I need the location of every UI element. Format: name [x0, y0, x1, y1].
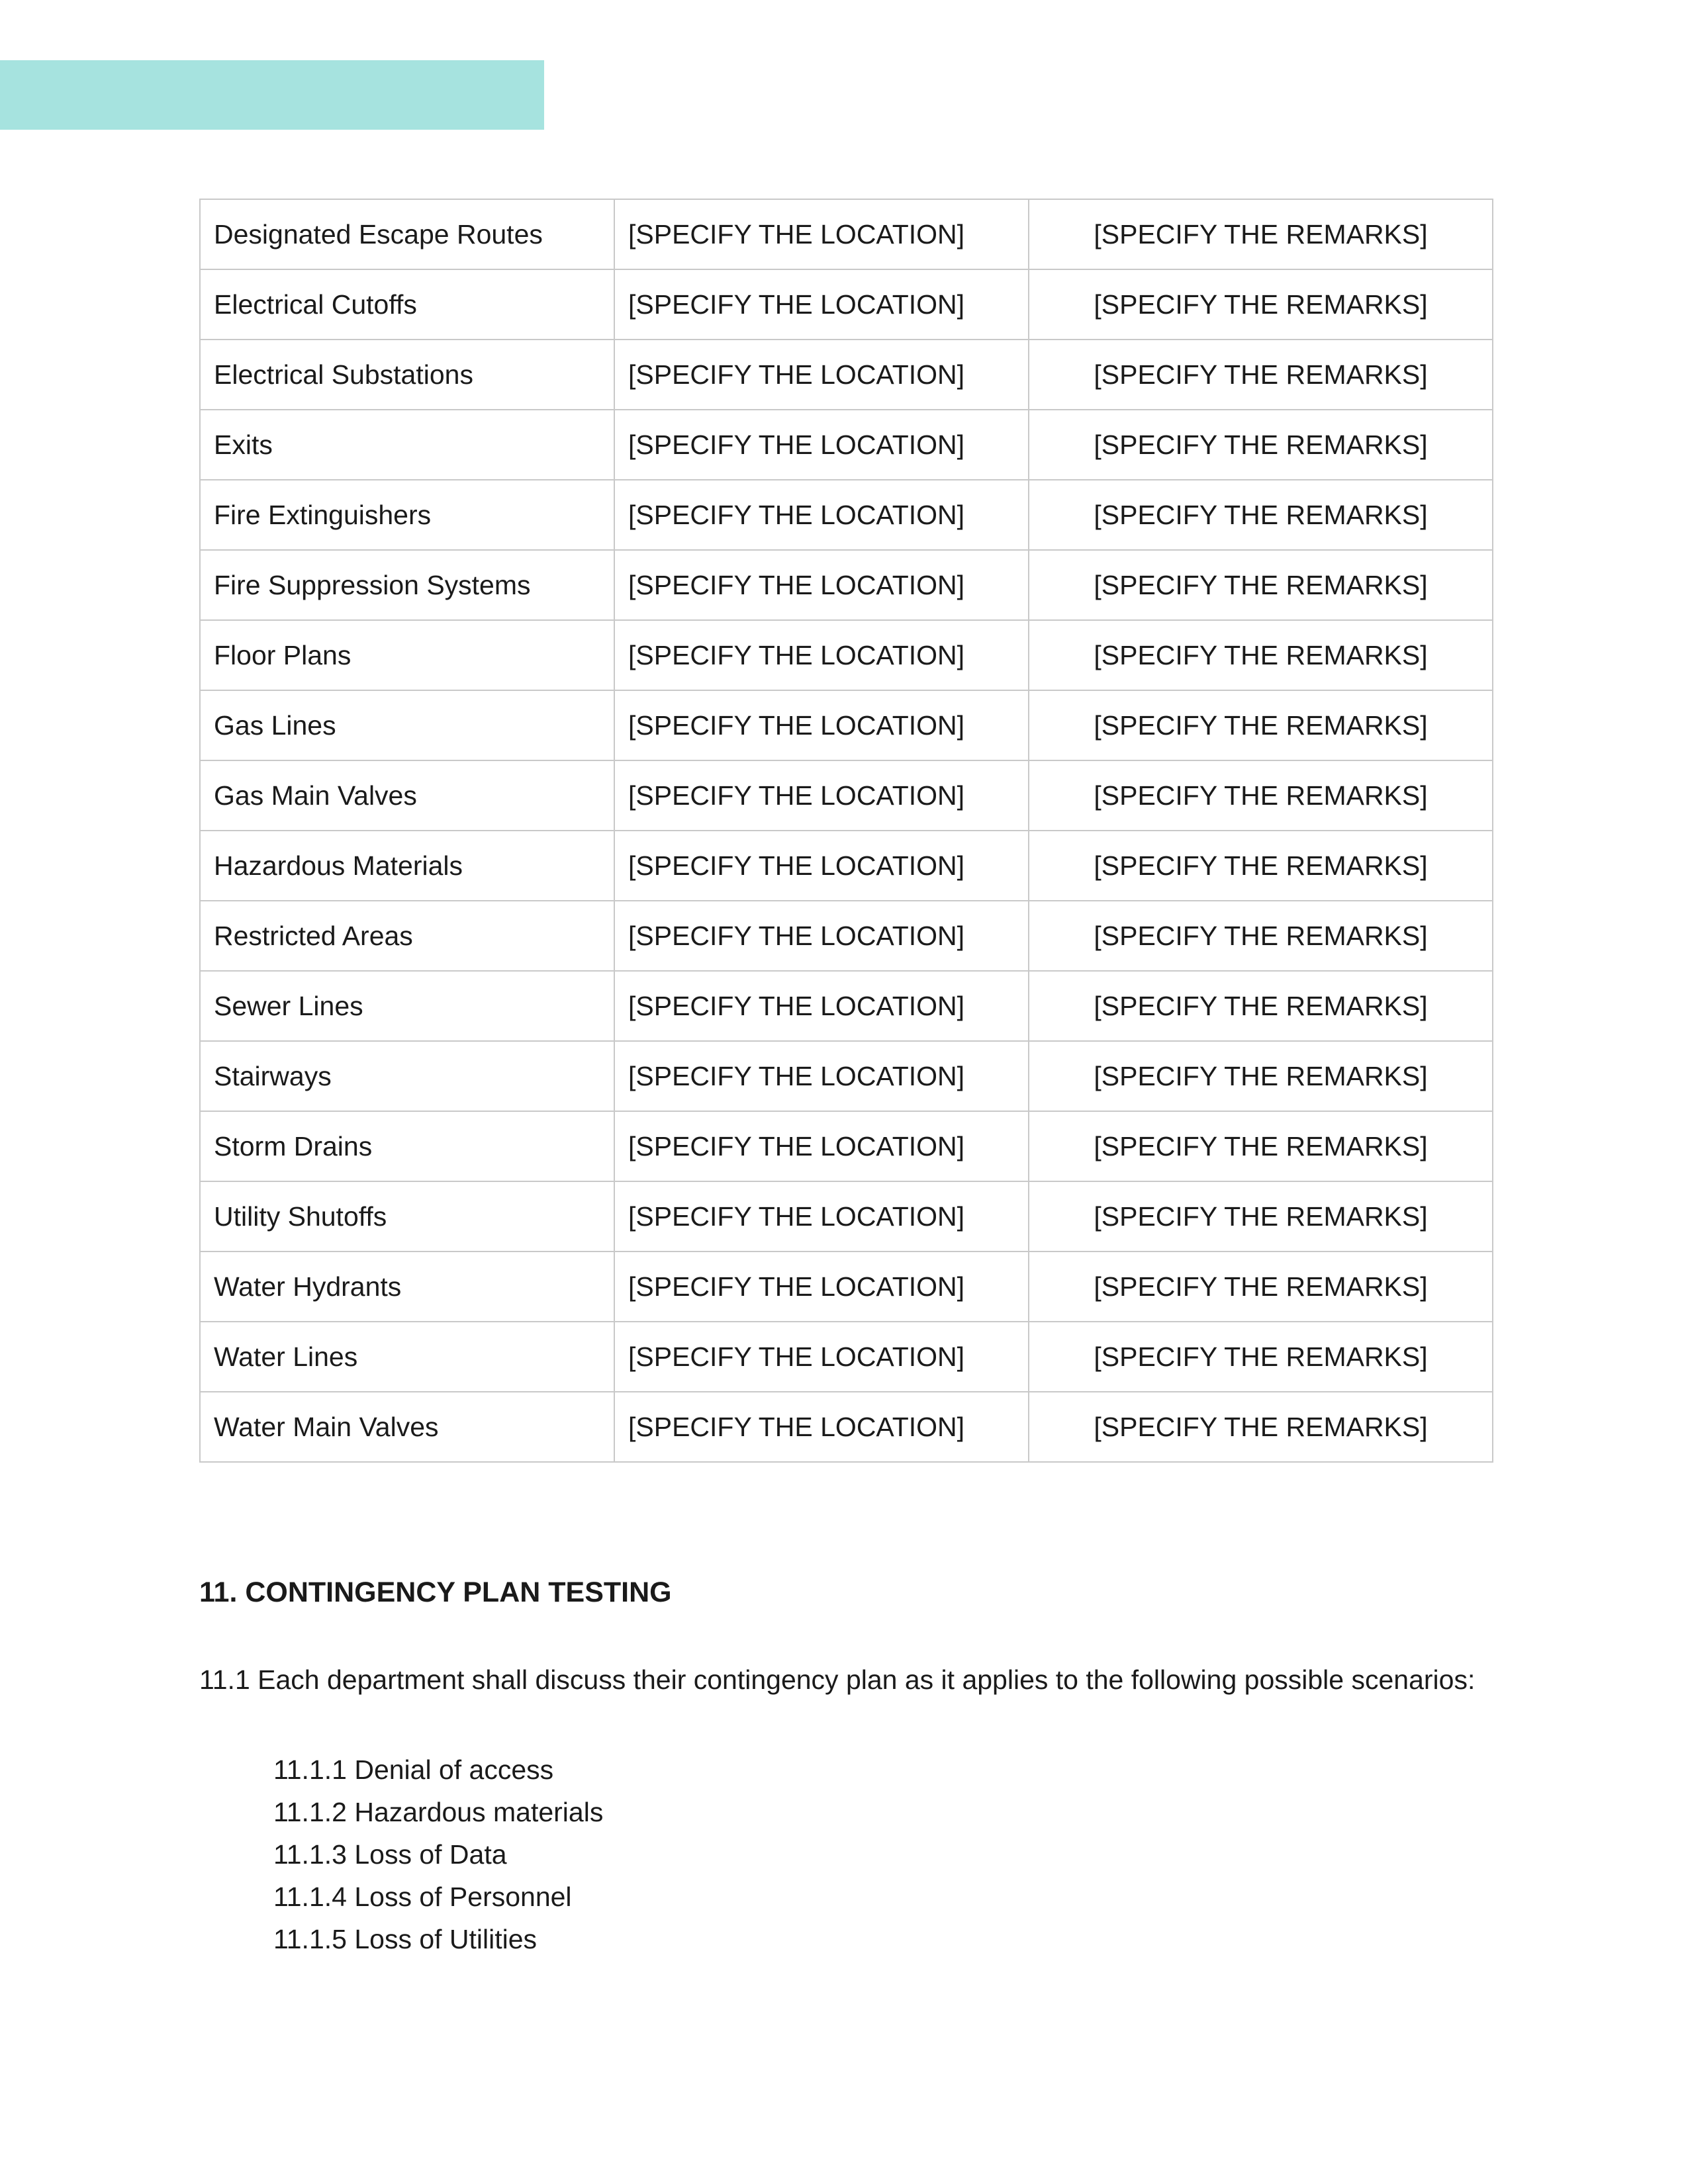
location-cell: [SPECIFY THE LOCATION]: [614, 760, 1029, 831]
section-heading: 11. CONTINGENCY PLAN TESTING: [199, 1576, 672, 1608]
location-cell: [SPECIFY THE LOCATION]: [614, 1322, 1029, 1392]
item-cell: Storm Drains: [200, 1111, 614, 1181]
table-row: [200, 831, 1493, 901]
location-cell: [SPECIFY THE LOCATION]: [614, 269, 1029, 340]
section-intro-paragraph: 11.1 Each department shall discuss their contingency plan as it applies to the following possible scenarios:: [199, 1664, 1476, 1695]
table-row: [200, 620, 1493, 690]
table-row: [200, 1111, 1493, 1181]
scenario-item: 11.1.2 Hazardous materials: [273, 1797, 604, 1827]
remarks-cell: [SPECIFY THE REMARKS]: [1029, 410, 1493, 480]
table-row: [200, 1251, 1493, 1322]
item-cell: Gas Main Valves: [200, 760, 614, 831]
table-body: [200, 199, 1493, 1462]
location-cell: [SPECIFY THE LOCATION]: [614, 550, 1029, 620]
table-row: [200, 1392, 1493, 1462]
table-row: [200, 340, 1493, 410]
location-cell: [SPECIFY THE LOCATION]: [614, 199, 1029, 269]
item-cell: Sewer Lines: [200, 971, 614, 1041]
remarks-cell: [SPECIFY THE REMARKS]: [1029, 199, 1493, 269]
table-row: [200, 550, 1493, 620]
table-row: [200, 971, 1493, 1041]
header-accent-bar: [0, 60, 544, 130]
location-cell: [SPECIFY THE LOCATION]: [614, 1251, 1029, 1322]
location-cell: [SPECIFY THE LOCATION]: [614, 831, 1029, 901]
location-cell: [SPECIFY THE LOCATION]: [614, 620, 1029, 690]
remarks-cell: [SPECIFY THE REMARKS]: [1029, 269, 1493, 340]
table-row: [200, 1181, 1493, 1251]
location-cell: [SPECIFY THE LOCATION]: [614, 1392, 1029, 1462]
table-row: [200, 1041, 1493, 1111]
item-cell: Floor Plans: [200, 620, 614, 690]
scenario-item: 11.1.5 Loss of Utilities: [273, 1924, 538, 1954]
location-cell: [SPECIFY THE LOCATION]: [614, 690, 1029, 760]
item-cell: Restricted Areas: [200, 901, 614, 971]
remarks-cell: [SPECIFY THE REMARKS]: [1029, 1322, 1493, 1392]
item-cell: Stairways: [200, 1041, 614, 1111]
remarks-cell: [SPECIFY THE REMARKS]: [1029, 1041, 1493, 1111]
remarks-cell: [SPECIFY THE REMARKS]: [1029, 550, 1493, 620]
table-row: [200, 269, 1493, 340]
item-cell: Fire Suppression Systems: [200, 550, 614, 620]
remarks-cell: [SPECIFY THE REMARKS]: [1029, 971, 1493, 1041]
table-row: [200, 760, 1493, 831]
location-cell: [SPECIFY THE LOCATION]: [614, 1181, 1029, 1251]
table-row: [200, 690, 1493, 760]
remarks-cell: [SPECIFY THE REMARKS]: [1029, 760, 1493, 831]
table-row: [200, 199, 1493, 269]
item-cell: Water Main Valves: [200, 1392, 614, 1462]
item-cell: Exits: [200, 410, 614, 480]
item-cell: Electrical Substations: [200, 340, 614, 410]
table-row: [200, 410, 1493, 480]
remarks-cell: [SPECIFY THE REMARKS]: [1029, 1181, 1493, 1251]
scenario-item: 11.1.4 Loss of Personnel: [273, 1882, 572, 1912]
location-cell: [SPECIFY THE LOCATION]: [614, 480, 1029, 550]
remarks-cell: [SPECIFY THE REMARKS]: [1029, 831, 1493, 901]
table-row: [200, 480, 1493, 550]
remarks-cell: [SPECIFY THE REMARKS]: [1029, 1251, 1493, 1322]
item-cell: Water Hydrants: [200, 1251, 614, 1322]
location-cell: [SPECIFY THE LOCATION]: [614, 410, 1029, 480]
scenario-item: 11.1.3 Loss of Data: [273, 1839, 507, 1870]
item-cell: Designated Escape Routes: [200, 199, 614, 269]
item-cell: Gas Lines: [200, 690, 614, 760]
item-cell: Water Lines: [200, 1322, 614, 1392]
location-cell: [SPECIFY THE LOCATION]: [614, 1041, 1029, 1111]
scenario-item: 11.1.1 Denial of access: [273, 1754, 554, 1785]
remarks-cell: [SPECIFY THE REMARKS]: [1029, 1111, 1493, 1181]
item-cell: Utility Shutoffs: [200, 1181, 614, 1251]
remarks-cell: [SPECIFY THE REMARKS]: [1029, 480, 1493, 550]
location-cell: [SPECIFY THE LOCATION]: [614, 1111, 1029, 1181]
remarks-cell: [SPECIFY THE REMARKS]: [1029, 340, 1493, 410]
item-cell: Electrical Cutoffs: [200, 269, 614, 340]
location-cell: [SPECIFY THE LOCATION]: [614, 971, 1029, 1041]
remarks-cell: [SPECIFY THE REMARKS]: [1029, 901, 1493, 971]
remarks-cell: [SPECIFY THE REMARKS]: [1029, 690, 1493, 760]
table-row: [200, 1322, 1493, 1392]
item-cell: Hazardous Materials: [200, 831, 614, 901]
location-cell: [SPECIFY THE LOCATION]: [614, 340, 1029, 410]
remarks-cell: [SPECIFY THE REMARKS]: [1029, 1392, 1493, 1462]
item-cell: Fire Extinguishers: [200, 480, 614, 550]
scenario-list: [273, 1749, 603, 1960]
table-row: [200, 901, 1493, 971]
facility-locations-table: [199, 199, 1493, 1463]
location-cell: [SPECIFY THE LOCATION]: [614, 901, 1029, 971]
remarks-cell: [SPECIFY THE REMARKS]: [1029, 620, 1493, 690]
